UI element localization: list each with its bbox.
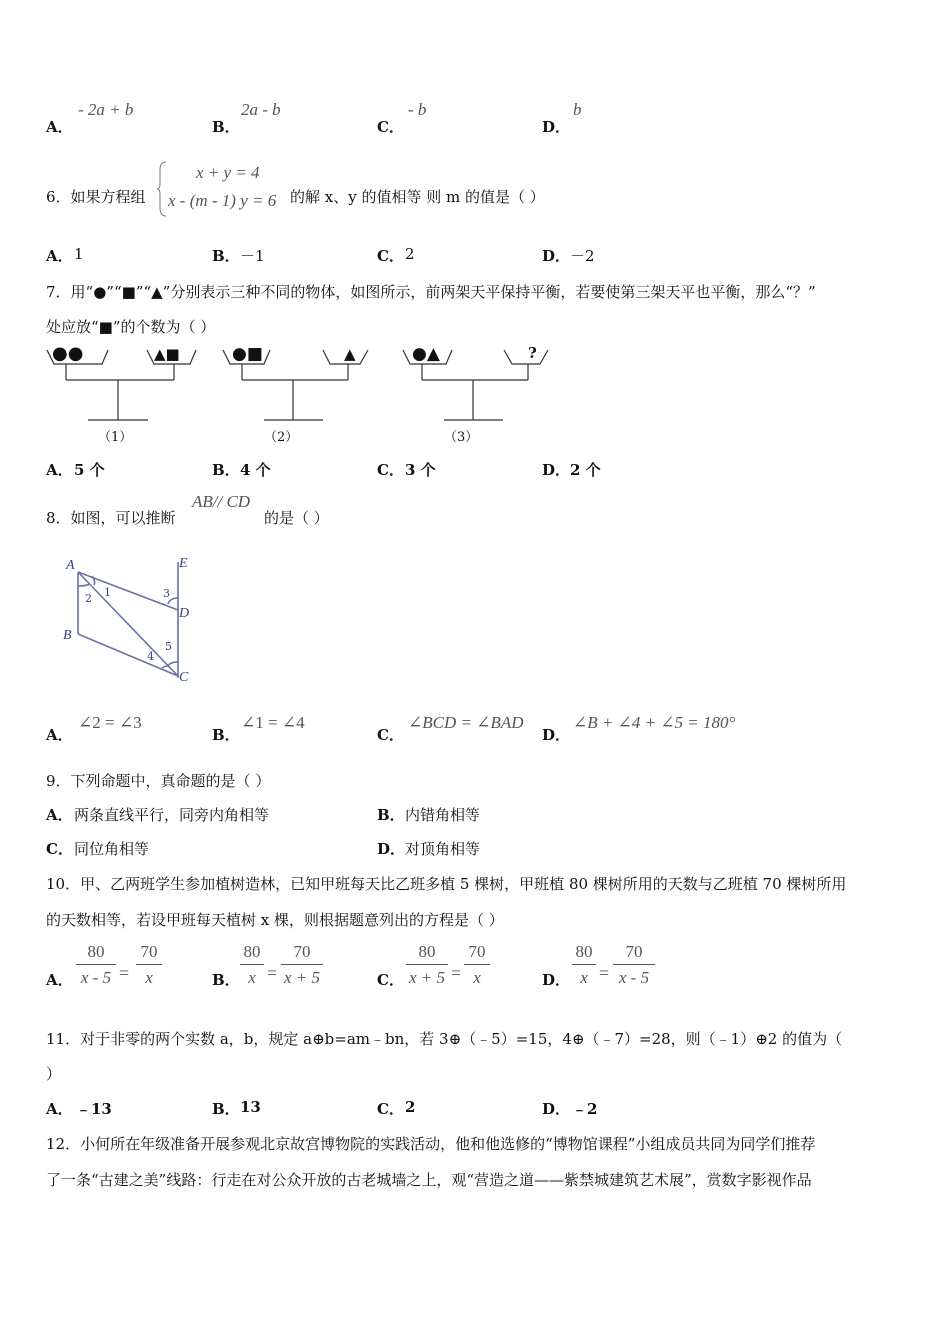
q10-option-d-fraction-left [572, 942, 596, 988]
q8-option-c-label: C． [377, 726, 404, 744]
q10-stem-line-2: 的天数相等，若设甲班每天植树 x 棵，则根据题意列出的方程是（ ） [46, 911, 504, 929]
q6-stem-prefix: 6．如果方程组 [46, 188, 146, 206]
q7-scale-3 [400, 344, 560, 448]
q6-equation-2: x - (m - 1) y = 6 [168, 191, 277, 210]
q8-angle-label-2: 2 [85, 592, 92, 605]
q10-stem-line-1: 10．甲、乙两班学生参加植树造林，已知甲班每天比乙班多植 5 棵树，甲班植 80 棵树所用的天数与乙班植 70 棵树所用 [46, 875, 847, 893]
q7-scale-3-left-pan: ●▲ [412, 344, 440, 364]
q10-option-a-label: A． [46, 971, 73, 989]
q9-option-c-label: C． [46, 840, 73, 858]
q9-option-a-label: A． [46, 806, 73, 824]
q5-option-d-label: D． [542, 118, 571, 136]
q11-option-d-label: D． [542, 1100, 571, 1118]
q8-option-d-label: D． [542, 726, 571, 744]
q7-scale-3-caption: （3） [444, 430, 479, 445]
q8-label-a: A [66, 558, 75, 573]
q10-option-a-numerator-left: 80 [87, 942, 105, 961]
q7-scale-1-caption: （1） [98, 430, 133, 445]
q9-option-c-text: 同位角相等 [74, 840, 150, 858]
q8-option-b-label: B． [212, 726, 240, 744]
q10-option-b-numerator-right: 70 [293, 942, 311, 961]
q10-option-b-fraction-left [240, 942, 264, 988]
q7-scale-3-question-mark: ? [528, 344, 537, 362]
q10-option-c-denominator-right: x [464, 964, 490, 988]
q10-option-a-denominator-right: x [136, 964, 162, 988]
q8-option-d-expr: ∠B + ∠4 + ∠5 = 180° [573, 713, 736, 732]
q8-option-c-expr: ∠BCD = ∠BAD [408, 713, 524, 732]
q7-scale-2-caption: （2） [264, 430, 299, 445]
q11-option-d-text: ﹣2 [572, 1100, 598, 1118]
q9-option-a-text: 两条直线平行，同旁内角相等 [74, 806, 270, 824]
q11-option-c-label: C． [377, 1100, 404, 1118]
q10-option-b-fraction-right [281, 942, 323, 988]
q7-stem-line-2: 处应放“■”的个数为（ ） [46, 318, 216, 336]
q8-stem-suffix: 的是（ ） [264, 509, 329, 527]
q10-option-c-fraction-left [406, 942, 448, 988]
q10-option-c-numerator-right: 70 [468, 942, 486, 961]
q8-label-b: B [63, 628, 72, 643]
q10-option-b-denominator-left: x [240, 964, 264, 988]
q8-option-a-expr: ∠2 = ∠3 [78, 713, 142, 732]
q6-option-a-label: A． [46, 247, 73, 265]
q7-option-a-text: 5 个 [74, 461, 105, 479]
q8-angle-label-4: 4 [147, 650, 154, 663]
q6-brace-icon [156, 160, 168, 218]
q7-scale-2-right-pan: ▲ [344, 345, 356, 363]
q8-label-e: E [179, 556, 188, 571]
q10-option-a-fraction-left [76, 942, 116, 988]
q5-option-a-expr: - 2a + b [78, 100, 134, 119]
q8-stem-prefix: 8．如图，可以推断 [46, 509, 176, 527]
q9-stem: 9．下列命题中，真命题的是（ ） [46, 772, 271, 790]
q10-option-c-numerator-left: 80 [418, 942, 436, 961]
q10-option-d-numerator-right: 70 [625, 942, 643, 961]
q12-stem-line-1: 12．小何所在年级准备开展参观北京故宫博物院的实践活动，他和他选修的“博物馆课程”小组成员共同为同学们推荐 [46, 1135, 816, 1153]
q11-option-a-text: ﹣13 [76, 1100, 112, 1118]
q10-option-a-numerator-right: 70 [140, 942, 158, 961]
q10-option-c-label: C． [377, 971, 404, 989]
q7-scale-1-right-pan: ▲■ [154, 345, 180, 363]
q7-scale-1-left-pan: ●● [52, 343, 84, 364]
q7-option-c-text: 3 个 [405, 461, 436, 479]
q9-option-d-label: D． [377, 840, 406, 858]
q12-stem-line-2: 了一条“古建之美”线路：行走在对公众开放的古老城墙之上，观“营造之道——紫禁城建筑艺术展”，赏数字影视作品 [46, 1171, 812, 1189]
q8-option-b-expr: ∠1 = ∠4 [241, 713, 305, 732]
q10-option-c-fraction-right [464, 942, 490, 988]
q9-option-b-label: B． [377, 806, 405, 824]
q10-option-d-denominator-left: x [572, 964, 596, 988]
q7-option-b-text: 4 个 [240, 461, 271, 479]
q8-stem-expr: AB// CD [192, 492, 251, 511]
q5-option-b-label: B． [212, 118, 240, 136]
q8-angle-label-5: 5 [165, 640, 172, 653]
q11-option-b-text: 13 [240, 1098, 261, 1116]
q9-option-d-text: 对顶角相等 [405, 840, 481, 858]
q8-option-a-label: A． [46, 726, 73, 744]
q10-option-b-label: B． [212, 971, 240, 989]
q6-option-c-text: 2 [405, 245, 415, 263]
q7-option-b-label: B． [212, 461, 240, 479]
q9-option-b-text: 内错角相等 [405, 806, 481, 824]
q7-stem-line-1: 7．用“●”“■”“▲”分别表示三种不同的物体，如图所示，前两架天平保持平衡，若要使第三架天平也平衡，那么“？” [46, 283, 816, 301]
q10-option-b-equals: = [267, 963, 278, 983]
q6-option-b-label: B． [212, 247, 240, 265]
q6-stem-suffix: 的解 x、y 的值相等 则 m 的值是（ ） [290, 188, 545, 206]
q10-option-b-numerator-left: 80 [243, 942, 261, 961]
q5-option-c-label: C． [377, 118, 404, 136]
angle-arc-5 [168, 662, 178, 666]
q10-option-d-equals: = [599, 963, 610, 983]
q5-option-c-expr: - b [408, 100, 427, 119]
q7-scale-2-left-pan: ●■ [232, 344, 263, 364]
q8-angle-label-3: 3 [163, 587, 170, 600]
q5-option-b-expr: 2a - b [241, 100, 281, 119]
q7-scale-2 [220, 344, 380, 448]
q10-option-a-denominator-left: x - 5 [76, 964, 116, 988]
q10-option-d-fraction-right [613, 942, 655, 988]
angle-arc-2 [78, 584, 90, 586]
q6-option-d-text: －2 [570, 247, 595, 265]
q8-angle-label-1: 1 [104, 586, 111, 599]
q7-option-a-label: A． [46, 461, 73, 479]
q11-option-a-label: A． [46, 1100, 73, 1118]
q10-option-b-denominator-right: x + 5 [281, 964, 323, 988]
q8-label-c: C [179, 670, 189, 685]
q10-option-a-fraction-right [136, 942, 162, 988]
q11-option-b-label: B． [212, 1100, 240, 1118]
q6-option-d-label: D． [542, 247, 571, 265]
q10-option-d-numerator-left: 80 [575, 942, 593, 961]
q6-option-b-text: －1 [240, 247, 265, 265]
q10-option-d-label: D． [542, 971, 571, 989]
segment-bc [78, 634, 178, 676]
angle-arc-4 [162, 666, 170, 668]
q7-option-d-text: 2 个 [570, 461, 601, 479]
q11-stem-line-1: 11．对于非零的两个实数 a，b，规定 a⊕b=am﹣bn，若 3⊕（﹣5）=15，4⊕（﹣7）=28，则（﹣1）⊕2 的值为（ [46, 1030, 843, 1048]
q5-option-d-expr: b [573, 100, 582, 119]
q6-option-c-label: C． [377, 247, 404, 265]
q5-option-a-label: A． [46, 118, 73, 136]
q7-option-c-label: C． [377, 461, 404, 479]
q10-option-c-denominator-left: x + 5 [406, 964, 448, 988]
q6-option-a-text: 1 [74, 245, 84, 263]
q8-label-d: D [179, 606, 190, 621]
q7-scale-1 [44, 344, 204, 448]
q11-option-c-text: 2 [405, 1098, 416, 1116]
q10-option-d-denominator-right: x - 5 [613, 964, 655, 988]
q6-equation-1: x + y = 4 [196, 163, 260, 182]
q11-stem-line-2: ） [46, 1065, 62, 1083]
q10-option-c-equals: = [451, 963, 462, 983]
q10-option-a-equals: = [119, 963, 130, 983]
q7-option-d-label: D． [542, 461, 571, 479]
